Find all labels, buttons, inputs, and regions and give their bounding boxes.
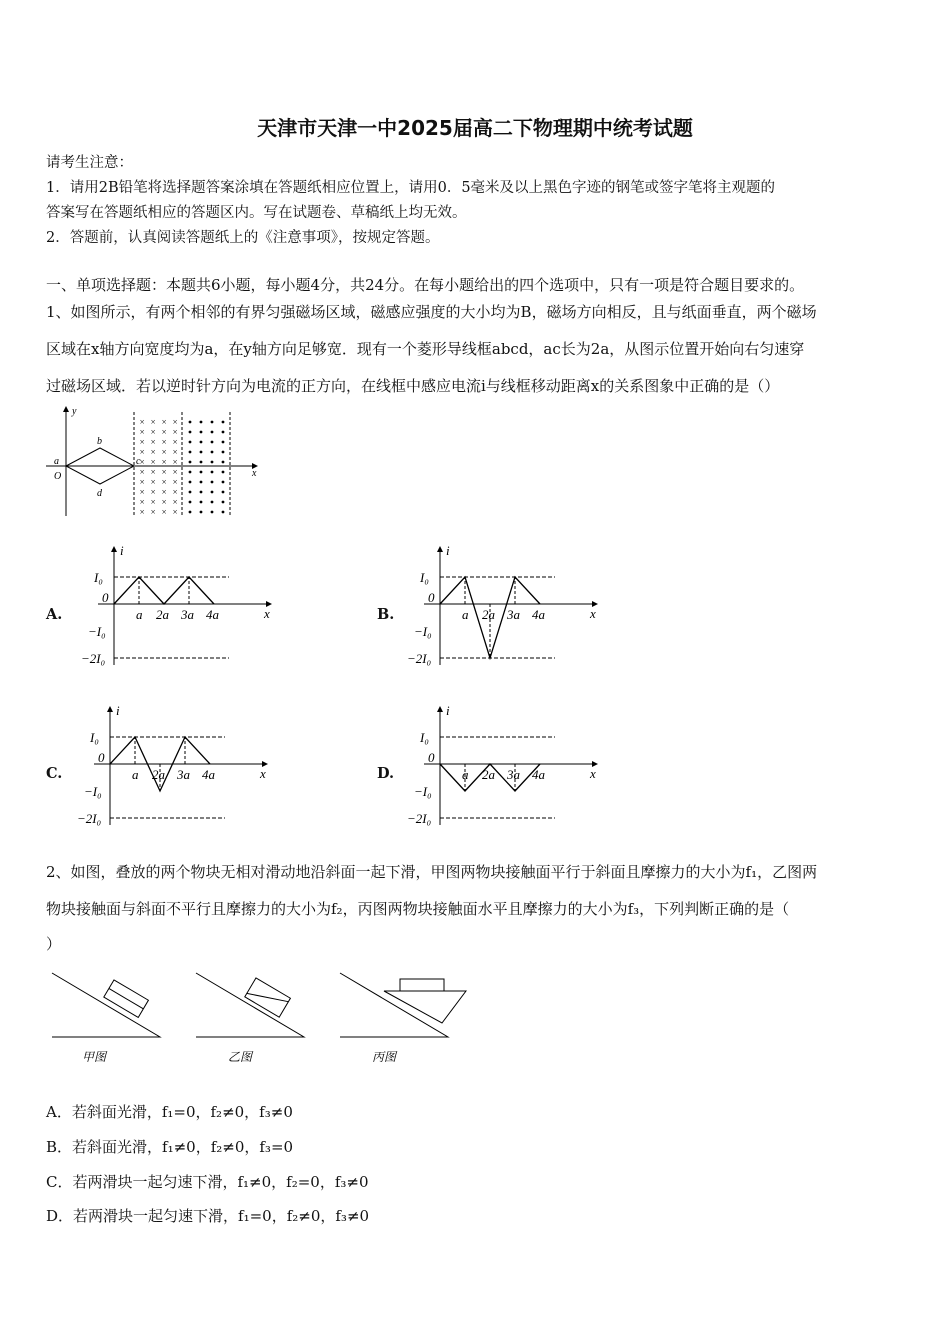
cross-mark: ×: [161, 467, 168, 477]
cross-mark: ×: [172, 487, 179, 497]
dot-mark: [200, 511, 203, 514]
dot-mark: [189, 471, 192, 474]
q2-option-b[interactable]: B．若斜面光滑，f₁≠0，f₂≠0，f₃=0: [46, 1138, 294, 1156]
dot-mark: [211, 431, 214, 434]
dot-mark: [189, 481, 192, 484]
caption-jia: 甲图: [82, 1050, 107, 1064]
cross-mark: ×: [139, 427, 146, 437]
axis-label-x: x: [264, 606, 270, 621]
q2-option-c[interactable]: C．若两滑块一起匀速下滑，f₁≠0，f₂=0，f₃≠0: [46, 1173, 369, 1191]
dot-mark: [189, 461, 192, 464]
option-c-graph[interactable]: [74, 703, 274, 831]
label-a: a: [54, 456, 59, 467]
notice-line: 1．请用2B铅笔将选择题答案涂填在答题纸相应位置上，请用0．5毫米及以上黑色字迹的钢笔或签字笔将主观题的: [46, 180, 776, 196]
dot-mark: [211, 451, 214, 454]
cross-mark: ×: [161, 497, 168, 507]
dot-mark: [200, 461, 203, 464]
current-waveform: [114, 577, 214, 604]
cross-mark: ×: [139, 437, 146, 447]
q2-option-a[interactable]: A．若斜面光滑，f₁=0，f₂≠0，f₃≠0: [46, 1103, 293, 1121]
tick-x: 3a: [507, 607, 520, 622]
tick-x: a: [462, 767, 469, 782]
dot-mark: [222, 431, 225, 434]
section-heading: 一、单项选择题：本题共6小题，每小题4分，共24分。在每小题给出的四个选项中，只有一项是符合题目要求的。: [46, 276, 805, 294]
cross-mark: ×: [161, 507, 168, 517]
cross-mark: ×: [172, 417, 179, 427]
origin-label: 0: [98, 750, 105, 765]
tick-neg-2i0: −2I₀: [81, 651, 106, 666]
tick-neg-i0: −I₀: [84, 784, 102, 799]
cross-mark: ×: [150, 467, 157, 477]
dot-mark: [200, 451, 203, 454]
tick-x: 3a: [181, 607, 194, 622]
cross-mark: ×: [161, 447, 168, 457]
dot-mark: [211, 471, 214, 474]
dot-mark: [222, 451, 225, 454]
cross-mark: ×: [139, 417, 146, 427]
tick-x: a: [462, 607, 469, 622]
option-b-letter[interactable]: B.: [377, 606, 395, 623]
cross-mark: ×: [139, 467, 146, 477]
label-b: b: [97, 436, 102, 447]
figure-yi: [196, 973, 304, 1064]
cross-mark: ×: [161, 427, 168, 437]
tick-i0: I₀: [420, 730, 429, 745]
cross-mark: ×: [150, 447, 157, 457]
tick-neg-2i0: −2I₀: [407, 651, 432, 666]
cross-mark: ×: [172, 447, 179, 457]
tick-x: 2a: [482, 607, 495, 622]
figure-bing: [340, 973, 466, 1064]
notice-line: 答案写在答题纸相应的答题区内。写在试题卷、草稿纸上均无效。: [46, 205, 467, 221]
dot-mark: [189, 421, 192, 424]
q2-incline-figures: [44, 965, 474, 1070]
notice-heading: 请考生注意：: [46, 155, 133, 171]
dot-mark: [200, 431, 203, 434]
dot-mark: [189, 451, 192, 454]
dot-mark: [200, 481, 203, 484]
cross-mark: ×: [161, 487, 168, 497]
dot-mark: [222, 461, 225, 464]
cross-mark: ×: [150, 457, 157, 467]
axis-label-x: x: [260, 766, 266, 781]
label-d: d: [97, 488, 102, 499]
cross-mark: ×: [161, 417, 168, 427]
cross-mark: ×: [150, 427, 157, 437]
tick-i0: I₀: [90, 730, 99, 745]
axis-label-i: i: [446, 543, 450, 558]
dot-mark: [211, 421, 214, 424]
option-a-letter[interactable]: A.: [46, 606, 63, 623]
tick-x: a: [136, 607, 143, 622]
dot-mark: [189, 501, 192, 504]
tick-x: 4a: [532, 767, 545, 782]
q1-text: 1、如图所示，有两个相邻的有界匀强磁场区域，磁感应强度的大小均为B，磁场方向相反，且与纸面垂直，两个磁场: [46, 303, 817, 321]
figure-jia: [52, 973, 160, 1064]
dot-mark: [200, 441, 203, 444]
cross-mark: ×: [139, 487, 146, 497]
q2-text: ）: [46, 935, 62, 953]
cross-mark: ×: [172, 477, 179, 487]
cross-mark: ×: [172, 437, 179, 447]
axis-label-i: i: [120, 543, 124, 558]
dot-mark: [222, 511, 225, 514]
tick-neg-i0: −I₀: [414, 784, 432, 799]
axis-label-x: x: [590, 766, 596, 781]
cross-mark: ×: [172, 497, 179, 507]
origin-label: 0: [428, 750, 435, 765]
caption-bing: 丙图: [372, 1050, 397, 1064]
dot-mark: [200, 501, 203, 504]
tick-x: 2a: [152, 767, 165, 782]
dot-mark: [200, 471, 203, 474]
origin-label: 0: [102, 590, 109, 605]
q2-option-d[interactable]: D．若两滑块一起匀速下滑，f₁=0，f₂≠0，f₃≠0: [46, 1207, 370, 1225]
q2-text: 物块接触面与斜面不平行且摩擦力的大小为f₂，丙图两物块接触面水平且摩擦力的大小为f₃，下列判断正确的是（: [46, 900, 790, 918]
caption-yi: 乙图: [228, 1050, 253, 1064]
tick-i0: I₀: [94, 570, 103, 585]
dot-mark: [222, 491, 225, 494]
tick-neg-i0: −I₀: [88, 624, 106, 639]
tick-x: 4a: [532, 607, 545, 622]
tick-x: 4a: [202, 767, 215, 782]
dot-mark: [200, 491, 203, 494]
label-c: c: [136, 456, 141, 467]
cross-mark: ×: [172, 457, 179, 467]
cross-mark: ×: [139, 497, 146, 507]
notice-line: 2．答题前，认真阅读答题纸上的《注意事项》，按规定答题。: [46, 230, 440, 246]
dot-mark: [211, 441, 214, 444]
label-y: y: [72, 406, 77, 417]
cross-mark: ×: [161, 437, 168, 447]
origin-label: 0: [428, 590, 435, 605]
dot-mark: [211, 511, 214, 514]
tick-x: 2a: [482, 767, 495, 782]
cross-mark: ×: [150, 477, 157, 487]
dot-mark: [200, 421, 203, 424]
tick-x: 3a: [177, 767, 190, 782]
cross-mark: ×: [150, 507, 157, 517]
dot-mark: [211, 481, 214, 484]
cross-mark: ×: [150, 497, 157, 507]
axis-label-i: i: [446, 703, 450, 718]
q1-text: 区域在x轴方向宽度均为a，在y轴方向足够宽．现有一个菱形导线框abcd，ac长为2a，从图示位置开始向右匀速穿: [46, 340, 805, 358]
dot-mark: [211, 491, 214, 494]
page-title: 天津市天津一中2025届高二下物理期中统考试题: [257, 116, 693, 140]
cross-mark: ×: [161, 477, 168, 487]
tick-x: 3a: [507, 767, 520, 782]
cross-mark: ×: [139, 447, 146, 457]
dot-mark: [189, 441, 192, 444]
dot-mark: [222, 471, 225, 474]
dot-mark: [222, 421, 225, 424]
axis-label-x: x: [590, 606, 596, 621]
option-d-graph[interactable]: [404, 703, 604, 831]
cross-mark: ×: [150, 437, 157, 447]
dot-mark: [222, 501, 225, 504]
cross-mark: ×: [150, 417, 157, 427]
cross-mark: ×: [150, 487, 157, 497]
option-d-letter[interactable]: D.: [377, 765, 395, 782]
tick-i0: I₀: [420, 570, 429, 585]
dot-mark: [222, 481, 225, 484]
cross-mark: ×: [139, 457, 146, 467]
tick-neg-2i0: −2I₀: [77, 811, 102, 826]
label-x: x: [252, 468, 257, 479]
option-b-graph[interactable]: [404, 543, 604, 671]
axis-label-i: i: [116, 703, 120, 718]
option-a-graph[interactable]: [78, 543, 278, 671]
tick-neg-i0: −I₀: [414, 624, 432, 639]
cross-mark: ×: [172, 427, 179, 437]
tick-x: 4a: [206, 607, 219, 622]
dot-mark: [222, 441, 225, 444]
dot-mark: [189, 491, 192, 494]
cross-mark: ×: [161, 457, 168, 467]
dot-mark: [211, 501, 214, 504]
option-c-letter[interactable]: C.: [46, 765, 63, 782]
dot-mark: [211, 461, 214, 464]
cross-mark: ×: [139, 507, 146, 517]
tick-neg-2i0: −2I₀: [407, 811, 432, 826]
dot-mark: [189, 431, 192, 434]
dot-mark: [189, 511, 192, 514]
q1-text: 过磁场区域．若以逆时针方向为电流的正方向，在线框中感应电流i与线框移动距离x的关系图象中正确的是（）: [46, 377, 780, 395]
cross-mark: ×: [172, 507, 179, 517]
tick-x: 2a: [156, 607, 169, 622]
q2-text: 2、如图，叠放的两个物块无相对滑动地沿斜面一起下滑，甲图两物块接触面平行于斜面且摩擦力的大小为f₁，乙图两: [46, 863, 818, 881]
q1-magnetic-field-figure: [44, 404, 274, 519]
label-origin: O: [54, 471, 62, 482]
tick-x: a: [132, 767, 139, 782]
cross-mark: ×: [139, 477, 146, 487]
cross-mark: ×: [172, 467, 179, 477]
